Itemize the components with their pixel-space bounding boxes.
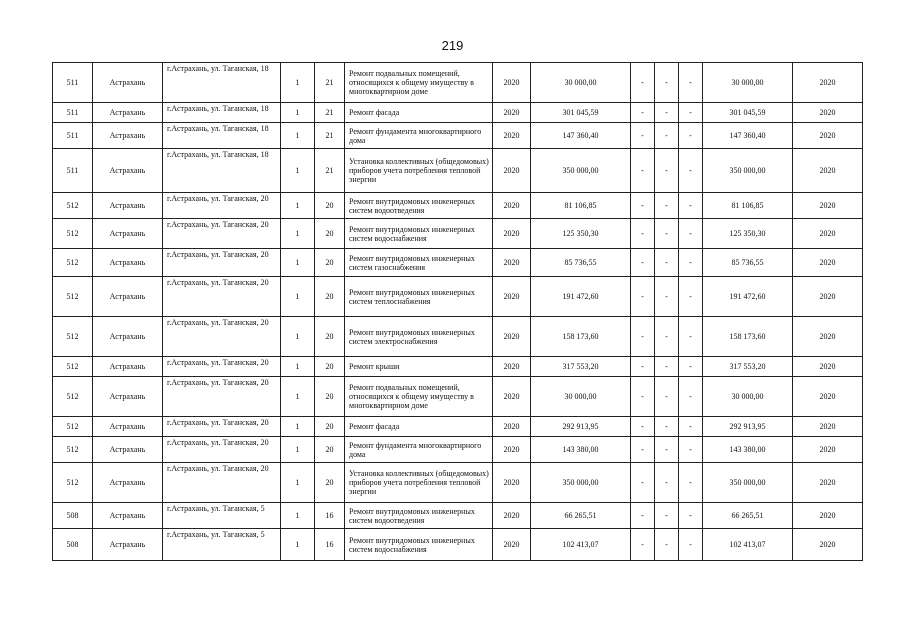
dash-cell-3: -	[679, 529, 703, 561]
building-number-cell: 20	[315, 437, 345, 463]
city-cell: Астрахань	[93, 63, 163, 103]
building-number-cell: 21	[315, 149, 345, 193]
building-count-cell: 1	[281, 277, 315, 317]
dash-cell-3: -	[679, 277, 703, 317]
building-count-cell: 1	[281, 63, 315, 103]
table-row	[53, 149, 863, 193]
building-count-cell: 1	[281, 437, 315, 463]
completion-year-cell: 2020	[793, 193, 863, 219]
dash-cell-2: -	[655, 193, 679, 219]
total-cell: 85 736,55	[703, 249, 793, 277]
address-cell: г.Астрахань, ул. Таганская, 20	[163, 249, 281, 277]
building-count-cell: 1	[281, 417, 315, 437]
dash-cell-1: -	[631, 437, 655, 463]
page-number: 219	[441, 38, 464, 53]
dash-cell-2: -	[655, 149, 679, 193]
row-id-cell: 512	[53, 317, 93, 357]
dash-cell-3: -	[679, 123, 703, 149]
work-type-cell: Ремонт внутридомовых инженерных систем газоснабжения	[345, 249, 493, 277]
dash-cell-3: -	[679, 463, 703, 503]
city-cell: Астрахань	[93, 317, 163, 357]
dash-cell-1: -	[631, 417, 655, 437]
dash-cell-2: -	[655, 103, 679, 123]
table-row	[53, 193, 863, 219]
address-cell: г.Астрахань, ул. Таганская, 20	[163, 377, 281, 417]
cost-cell: 66 265,51	[531, 503, 631, 529]
address-cell: г.Астрахань, ул. Таганская, 5	[163, 503, 281, 529]
building-number-cell: 20	[315, 317, 345, 357]
completion-year-cell: 2020	[793, 317, 863, 357]
building-number-cell: 20	[315, 417, 345, 437]
table-row	[53, 377, 863, 417]
building-count-cell: 1	[281, 503, 315, 529]
work-type-cell: Ремонт внутридомовых инженерных систем теплоснабжения	[345, 277, 493, 317]
work-type-cell: Ремонт внутридомовых инженерных систем водоснабжения	[345, 529, 493, 561]
building-number-cell: 20	[315, 193, 345, 219]
dash-cell-3: -	[679, 357, 703, 377]
address-cell: г.Астрахань, ул. Таганская, 20	[163, 193, 281, 219]
cost-cell: 143 380,00	[531, 437, 631, 463]
dash-cell-2: -	[655, 317, 679, 357]
building-count-cell: 1	[281, 529, 315, 561]
year-cell: 2020	[493, 529, 531, 561]
dash-cell-1: -	[631, 63, 655, 103]
dash-cell-2: -	[655, 437, 679, 463]
work-type-cell: Ремонт фундамента многоквартирного дома	[345, 437, 493, 463]
city-cell: Астрахань	[93, 357, 163, 377]
dash-cell-1: -	[631, 123, 655, 149]
completion-year-cell: 2020	[793, 277, 863, 317]
dash-cell-3: -	[679, 503, 703, 529]
completion-year-cell: 2020	[793, 417, 863, 437]
row-id-cell: 512	[53, 377, 93, 417]
completion-year-cell: 2020	[793, 103, 863, 123]
dash-cell-1: -	[631, 529, 655, 561]
completion-year-cell: 2020	[793, 63, 863, 103]
building-number-cell: 16	[315, 503, 345, 529]
cost-cell: 147 360,40	[531, 123, 631, 149]
address-cell: г.Астрахань, ул. Таганская, 20	[163, 357, 281, 377]
dash-cell-2: -	[655, 63, 679, 103]
building-count-cell: 1	[281, 149, 315, 193]
dash-cell-3: -	[679, 63, 703, 103]
building-count-cell: 1	[281, 123, 315, 149]
year-cell: 2020	[493, 277, 531, 317]
building-number-cell: 21	[315, 123, 345, 149]
row-id-cell: 511	[53, 149, 93, 193]
dash-cell-2: -	[655, 357, 679, 377]
year-cell: 2020	[493, 193, 531, 219]
cost-cell: 85 736,55	[531, 249, 631, 277]
work-type-cell: Ремонт подвальных помещений, относящихся к общему имуществу в многоквартирном доме	[345, 63, 493, 103]
table-row	[53, 317, 863, 357]
total-cell: 317 553,20	[703, 357, 793, 377]
address-cell: г.Астрахань, ул. Таганская, 20	[163, 463, 281, 503]
building-number-cell: 20	[315, 219, 345, 249]
dash-cell-1: -	[631, 193, 655, 219]
total-cell: 66 265,51	[703, 503, 793, 529]
building-count-cell: 1	[281, 219, 315, 249]
building-number-cell: 21	[315, 63, 345, 103]
total-cell: 158 173,60	[703, 317, 793, 357]
dash-cell-1: -	[631, 503, 655, 529]
dash-cell-1: -	[631, 357, 655, 377]
cost-cell: 350 000,00	[531, 463, 631, 503]
city-cell: Астрахань	[93, 249, 163, 277]
dash-cell-3: -	[679, 377, 703, 417]
total-cell: 30 000,00	[703, 63, 793, 103]
city-cell: Астрахань	[93, 377, 163, 417]
city-cell: Астрахань	[93, 277, 163, 317]
cost-cell: 30 000,00	[531, 63, 631, 103]
dash-cell-3: -	[679, 193, 703, 219]
building-number-cell: 20	[315, 377, 345, 417]
dash-cell-1: -	[631, 249, 655, 277]
work-type-cell: Ремонт внутридомовых инженерных систем водоотведения	[345, 503, 493, 529]
city-cell: Астрахань	[93, 193, 163, 219]
table-row	[53, 103, 863, 123]
row-id-cell: 512	[53, 463, 93, 503]
city-cell: Астрахань	[93, 529, 163, 561]
dash-cell-3: -	[679, 437, 703, 463]
year-cell: 2020	[493, 437, 531, 463]
building-count-cell: 1	[281, 357, 315, 377]
completion-year-cell: 2020	[793, 463, 863, 503]
address-cell: г.Астрахань, ул. Таганская, 20	[163, 219, 281, 249]
year-cell: 2020	[493, 149, 531, 193]
city-cell: Астрахань	[93, 503, 163, 529]
table-row	[53, 529, 863, 561]
work-type-cell: Установка коллективных (общедомовых) приборов учета потребления тепловой энергии	[345, 463, 493, 503]
dash-cell-2: -	[655, 463, 679, 503]
dash-cell-2: -	[655, 123, 679, 149]
building-count-cell: 1	[281, 317, 315, 357]
completion-year-cell: 2020	[793, 529, 863, 561]
city-cell: Астрахань	[93, 417, 163, 437]
year-cell: 2020	[493, 103, 531, 123]
year-cell: 2020	[493, 317, 531, 357]
row-id-cell: 512	[53, 417, 93, 437]
year-cell: 2020	[493, 417, 531, 437]
cost-cell: 158 173,60	[531, 317, 631, 357]
dash-cell-1: -	[631, 219, 655, 249]
cost-cell: 125 350,30	[531, 219, 631, 249]
city-cell: Астрахань	[93, 123, 163, 149]
row-id-cell: 512	[53, 219, 93, 249]
completion-year-cell: 2020	[793, 149, 863, 193]
dash-cell-3: -	[679, 103, 703, 123]
completion-year-cell: 2020	[793, 123, 863, 149]
row-id-cell: 511	[53, 63, 93, 103]
total-cell: 350 000,00	[703, 149, 793, 193]
cost-cell: 301 045,59	[531, 103, 631, 123]
dash-cell-2: -	[655, 377, 679, 417]
work-type-cell: Установка коллективных (общедомовых) приборов учета потребления тепловой энергии	[345, 149, 493, 193]
address-cell: г.Астрахань, ул. Таганская, 20	[163, 437, 281, 463]
work-type-cell: Ремонт внутридомовых инженерных систем водоотведения	[345, 193, 493, 219]
work-type-cell: Ремонт крыши	[345, 357, 493, 377]
work-type-cell: Ремонт фасада	[345, 103, 493, 123]
row-id-cell: 512	[53, 193, 93, 219]
year-cell: 2020	[493, 63, 531, 103]
total-cell: 292 913,95	[703, 417, 793, 437]
cost-cell: 292 913,95	[531, 417, 631, 437]
address-cell: г.Астрахань, ул. Таганская, 18	[163, 149, 281, 193]
year-cell: 2020	[493, 463, 531, 503]
cost-cell: 102 413,07	[531, 529, 631, 561]
table-row	[53, 249, 863, 277]
total-cell: 143 380,00	[703, 437, 793, 463]
dash-cell-3: -	[679, 149, 703, 193]
completion-year-cell: 2020	[793, 437, 863, 463]
repair-schedule-table	[52, 62, 863, 561]
completion-year-cell: 2020	[793, 377, 863, 417]
building-number-cell: 20	[315, 277, 345, 317]
dash-cell-3: -	[679, 317, 703, 357]
row-id-cell: 508	[53, 529, 93, 561]
row-id-cell: 511	[53, 103, 93, 123]
cost-cell: 191 472,60	[531, 277, 631, 317]
completion-year-cell: 2020	[793, 503, 863, 529]
city-cell: Астрахань	[93, 437, 163, 463]
dash-cell-2: -	[655, 529, 679, 561]
row-id-cell: 512	[53, 357, 93, 377]
dash-cell-3: -	[679, 219, 703, 249]
year-cell: 2020	[493, 219, 531, 249]
address-cell: г.Астрахань, ул. Таганская, 18	[163, 63, 281, 103]
building-count-cell: 1	[281, 463, 315, 503]
address-cell: г.Астрахань, ул. Таганская, 20	[163, 277, 281, 317]
address-cell: г.Астрахань, ул. Таганская, 18	[163, 123, 281, 149]
address-cell: г.Астрахань, ул. Таганская, 5	[163, 529, 281, 561]
work-type-cell: Ремонт подвальных помещений, относящихся к общему имуществу в многоквартирном доме	[345, 377, 493, 417]
total-cell: 81 106,85	[703, 193, 793, 219]
building-number-cell: 16	[315, 529, 345, 561]
cost-cell: 81 106,85	[531, 193, 631, 219]
dash-cell-1: -	[631, 149, 655, 193]
address-cell: г.Астрахань, ул. Таганская, 18	[163, 103, 281, 123]
work-type-cell: Ремонт внутридомовых инженерных систем электроснабжения	[345, 317, 493, 357]
row-id-cell: 512	[53, 437, 93, 463]
work-type-cell: Ремонт внутридомовых инженерных систем водоснабжения	[345, 219, 493, 249]
dash-cell-1: -	[631, 463, 655, 503]
table-row	[53, 437, 863, 463]
total-cell: 147 360,40	[703, 123, 793, 149]
table-row	[53, 219, 863, 249]
cost-cell: 30 000,00	[531, 377, 631, 417]
building-count-cell: 1	[281, 249, 315, 277]
dash-cell-1: -	[631, 377, 655, 417]
building-number-cell: 20	[315, 357, 345, 377]
address-cell: г.Астрахань, ул. Таганская, 20	[163, 417, 281, 437]
dash-cell-2: -	[655, 219, 679, 249]
row-id-cell: 508	[53, 503, 93, 529]
dash-cell-1: -	[631, 103, 655, 123]
row-id-cell: 512	[53, 249, 93, 277]
building-count-cell: 1	[281, 193, 315, 219]
table-row	[53, 123, 863, 149]
year-cell: 2020	[493, 503, 531, 529]
completion-year-cell: 2020	[793, 357, 863, 377]
work-type-cell: Ремонт фасада	[345, 417, 493, 437]
row-id-cell: 511	[53, 123, 93, 149]
table-row	[53, 463, 863, 503]
dash-cell-1: -	[631, 277, 655, 317]
dash-cell-3: -	[679, 249, 703, 277]
dash-cell-3: -	[679, 417, 703, 437]
building-number-cell: 20	[315, 249, 345, 277]
total-cell: 125 350,30	[703, 219, 793, 249]
total-cell: 191 472,60	[703, 277, 793, 317]
city-cell: Астрахань	[93, 463, 163, 503]
row-id-cell: 512	[53, 277, 93, 317]
total-cell: 30 000,00	[703, 377, 793, 417]
year-cell: 2020	[493, 377, 531, 417]
city-cell: Астрахань	[93, 149, 163, 193]
table-row	[53, 503, 863, 529]
year-cell: 2020	[493, 357, 531, 377]
cost-cell: 317 553,20	[531, 357, 631, 377]
address-cell: г.Астрахань, ул. Таганская, 20	[163, 317, 281, 357]
total-cell: 301 045,59	[703, 103, 793, 123]
city-cell: Астрахань	[93, 219, 163, 249]
table-row	[53, 277, 863, 317]
total-cell: 102 413,07	[703, 529, 793, 561]
table-row	[53, 417, 863, 437]
dash-cell-1: -	[631, 317, 655, 357]
completion-year-cell: 2020	[793, 219, 863, 249]
total-cell: 350 000,00	[703, 463, 793, 503]
building-count-cell: 1	[281, 377, 315, 417]
table-row	[53, 63, 863, 103]
year-cell: 2020	[493, 123, 531, 149]
building-count-cell: 1	[281, 103, 315, 123]
table-row	[53, 357, 863, 377]
dash-cell-2: -	[655, 417, 679, 437]
city-cell: Астрахань	[93, 103, 163, 123]
dash-cell-2: -	[655, 277, 679, 317]
dash-cell-2: -	[655, 249, 679, 277]
building-number-cell: 21	[315, 103, 345, 123]
cost-cell: 350 000,00	[531, 149, 631, 193]
work-type-cell: Ремонт фундамента многоквартирного дома	[345, 123, 493, 149]
building-number-cell: 20	[315, 463, 345, 503]
completion-year-cell: 2020	[793, 249, 863, 277]
dash-cell-2: -	[655, 503, 679, 529]
year-cell: 2020	[493, 249, 531, 277]
